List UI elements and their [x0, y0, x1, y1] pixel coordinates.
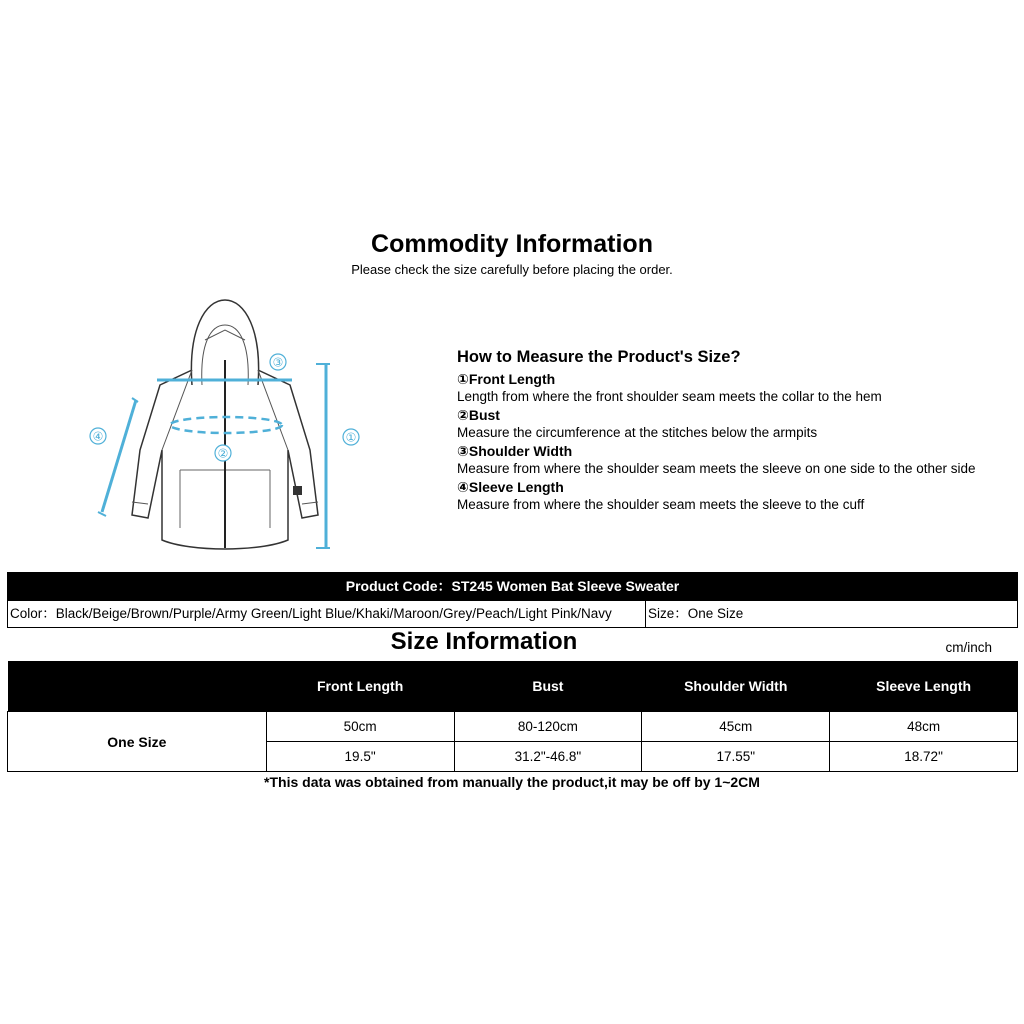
- brand-patch: [293, 486, 302, 495]
- table-cell: 45cm: [642, 712, 830, 742]
- table-cell: 18.72": [830, 742, 1018, 772]
- product-info-row: [7, 600, 1018, 628]
- hoodie-diagram: [80, 290, 370, 560]
- table-header-row: [8, 661, 1018, 712]
- measure-item-desc: Measure from where the shoulder seam meets the sleeve to the cuff: [457, 497, 865, 512]
- measure-item-desc: Measure the circumference at the stitches below the armpits: [457, 425, 818, 440]
- table-cell: 48cm: [830, 712, 1018, 742]
- column-header: Front Length: [266, 661, 454, 712]
- marker-4: ④: [92, 429, 104, 444]
- measure-item-title: ②Bust: [457, 407, 500, 423]
- column-header: Shoulder Width: [642, 661, 830, 712]
- size-info-title: Size Information: [390, 628, 578, 655]
- marker-1: ①: [345, 430, 357, 445]
- row-label: One Size: [8, 712, 267, 772]
- measure-guide: [457, 348, 1017, 514]
- color-options: Color：Black/Beige/Brown/Purple/Army Green/Light Blue/Khaki/Maroon/Grey/Peach/Light Pink/Navy: [8, 601, 646, 627]
- unit-label: cm/inch: [945, 640, 992, 655]
- footnote: *This data was obtained from manually the product,it may be off by 1~2CM: [264, 774, 760, 790]
- measure-item-title: ③Shoulder Width: [457, 443, 573, 459]
- measure-item-desc: Measure from where the shoulder seam meets the sleeve on one side to the other side: [457, 461, 976, 476]
- table-cell: 80-120cm: [454, 712, 642, 742]
- table-cell: 31.2"-46.8": [454, 742, 642, 772]
- column-header: Sleeve Length: [830, 661, 1018, 712]
- table-cell: 50cm: [266, 712, 454, 742]
- table-cell: 17.55": [642, 742, 830, 772]
- marker-3: ③: [272, 355, 284, 370]
- measure-item-title: ④Sleeve Length: [457, 479, 564, 495]
- size-table: [7, 661, 1018, 772]
- product-code-bar: Product Code：ST245 Women Bat Sleeve Sweater: [7, 572, 1018, 600]
- table-header-empty: [8, 661, 267, 712]
- size-option: Size：One Size: [648, 606, 744, 621]
- table-row: [8, 712, 1018, 742]
- measure-heading: How to Measure the Product's Size?: [457, 348, 741, 366]
- marker-2: ②: [217, 446, 229, 461]
- column-header: Bust: [454, 661, 642, 712]
- table-cell: 19.5": [266, 742, 454, 772]
- page-title: Commodity Information: [371, 230, 653, 258]
- measure-item-title: ①Front Length: [457, 371, 556, 387]
- measure-item-desc: Length from where the front shoulder seam meets the collar to the hem: [457, 389, 882, 404]
- page-subtitle: Please check the size carefully before placing the order.: [351, 262, 673, 277]
